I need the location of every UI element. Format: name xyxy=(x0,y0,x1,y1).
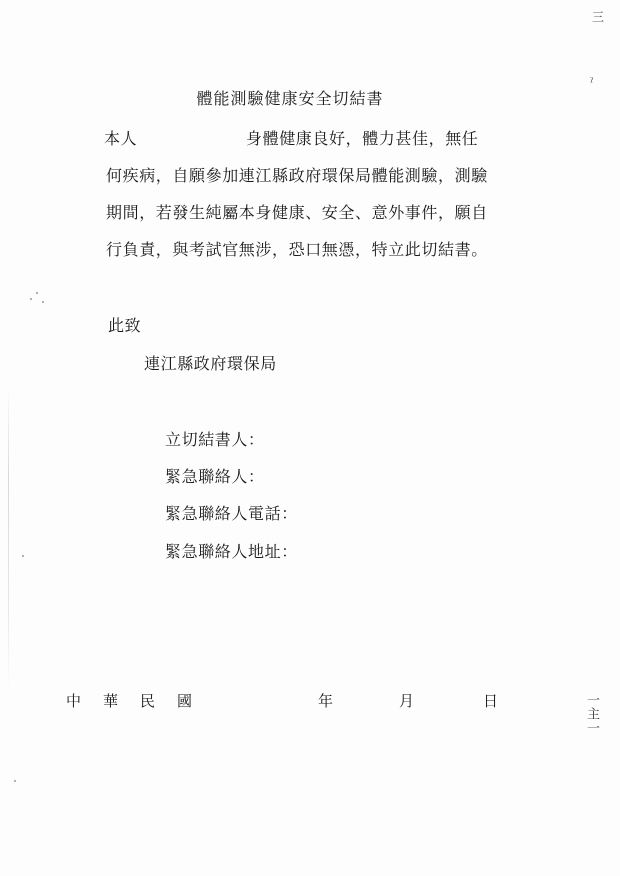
body-line-4: 行負責，與考試官無涉，恐口無憑，特立此切結書。 xyxy=(106,240,488,259)
field-signer-label: 立切結書人： xyxy=(165,430,265,449)
field-emergency-phone-label: 緊急聯絡人電話： xyxy=(165,504,298,523)
scan-speck xyxy=(22,555,24,557)
field-emergency-contact-label: 緊急聯絡人： xyxy=(165,467,265,486)
document-title: 體能測驗健康安全切結書 xyxy=(196,89,384,108)
body-line-2: 何疾病，自願參加連江縣政府環保局體能測驗，測驗 xyxy=(106,166,488,185)
body-line-1-prefix: 本人 xyxy=(104,129,138,148)
margin-tick: ˀ xyxy=(590,76,594,91)
date-era: 中華民國 xyxy=(66,692,215,710)
margin-mark-right: 一主一 xyxy=(584,693,599,735)
body-line-3: 期間，若發生純屬本身健康、安全、意外事件，願自 xyxy=(106,203,488,222)
scan-speck xyxy=(42,301,44,303)
date-day-label: 日 xyxy=(483,692,499,710)
body-line-1: 身體健康良好，體力甚佳，無任 xyxy=(246,129,479,148)
date-month-label: 月 xyxy=(399,692,415,710)
date-year-label: 年 xyxy=(318,692,334,710)
scan-speck xyxy=(30,298,32,300)
recipient: 連江縣政府環保局 xyxy=(144,354,277,373)
field-emergency-address-label: 緊急聯絡人地址： xyxy=(165,542,298,561)
scan-speck xyxy=(36,292,38,294)
scan-speck xyxy=(14,780,16,782)
margin-mark-top-right: 三 xyxy=(592,10,605,24)
salutation: 此致 xyxy=(108,316,142,335)
scan-edge-shadow xyxy=(8,380,9,700)
